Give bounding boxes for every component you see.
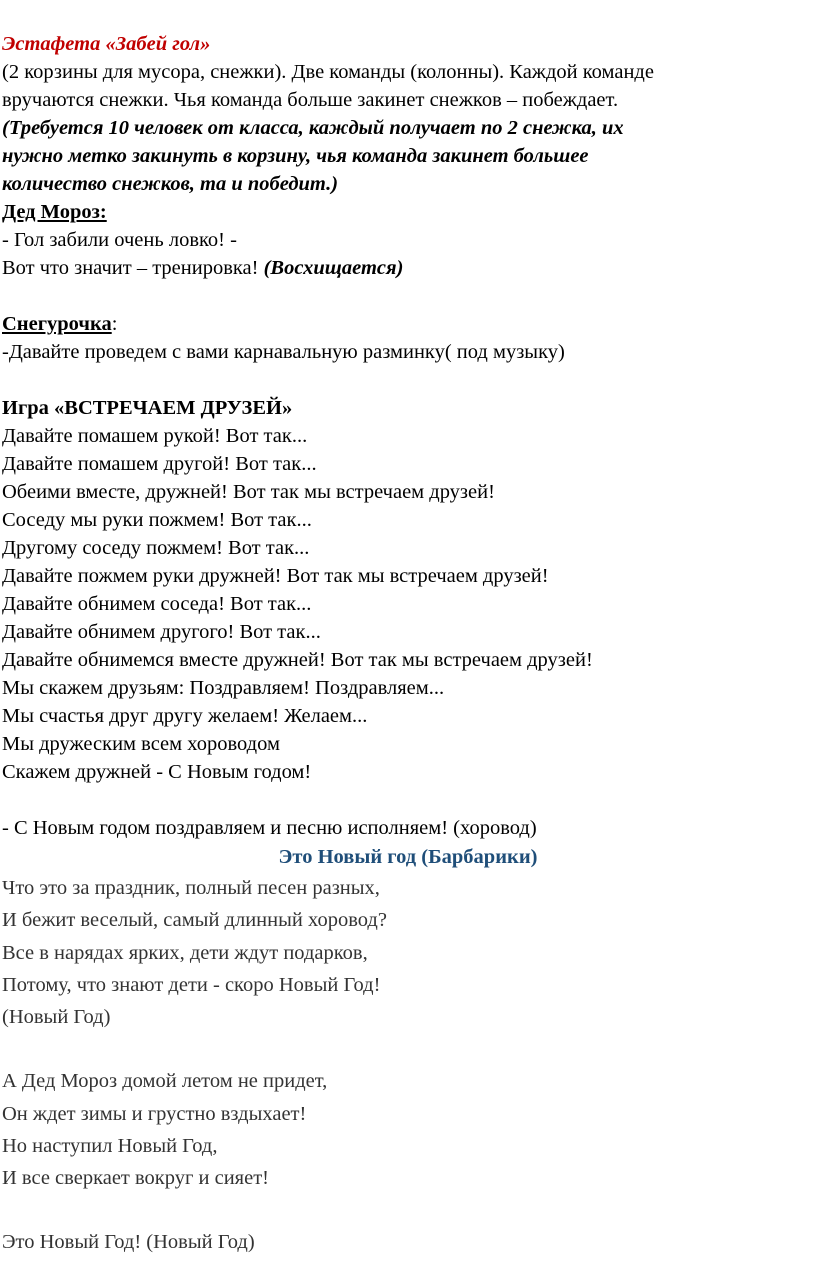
song-line: Потому, что знают дети - скоро Новый Год! [2,974,381,996]
relay-title: Эстафета «Забей гол» [2,33,211,55]
ded-moroz-line-text: Вот что значит – тренировка! [2,257,264,279]
relay-note-line: нужно метко закинуть в корзину, чья команда закинет большее [2,145,589,167]
greeting-line: - С Новым годом поздравляем и песню исполняем! (хоровод) [2,817,537,839]
song-line: Все в нарядах ярких, дети ждут подарков, [2,942,368,964]
game-line: Давайте обнимем другого! Вот так... [2,621,321,643]
song-chorus-line: Это Новый Год! (Новый Год) [2,1231,255,1253]
song-line: И все сверкает вокруг и сияет! [2,1167,269,1189]
game-line: Соседу мы руки пожмем! Вот так... [2,509,312,531]
speaker-ded-moroz: Дед Мороз: [2,201,107,223]
speaker-snegurochka: Снегурочка [2,313,112,335]
game-line: Давайте помашем другой! Вот так... [2,453,317,475]
game-line: Давайте пожмем руки дружней! Вот так мы встречаем друзей! [2,565,549,587]
song-title: Это Новый год (Барбарики) [278,846,538,868]
game-line: Давайте помашем рукой! Вот так... [2,425,308,447]
game-line: Скажем дружней - С Новым годом! [2,761,312,783]
stage-remark: (Восхищается) [263,257,404,279]
game-line: Давайте обнимем соседа! Вот так... [2,593,312,615]
relay-description-line: (2 корзины для мусора, снежки). Две команды (колонны). Каждой команде [2,61,654,83]
game-line: Мы счастья друг другу желаем! Желаем... [2,705,368,727]
game-line: Другому соседу пожмем! Вот так... [2,537,310,559]
song-line: А Дед Мороз домой летом не придет, [2,1070,328,1092]
song-line: Что это за праздник, полный песен разных, [2,877,380,899]
game-line: Мы дружеским всем хороводом [2,733,280,755]
game-title: Игра «ВСТРЕЧАЕМ ДРУЗЕЙ» [2,397,293,419]
game-line: Мы скажем друзьям: Поздравляем! Поздравляем... [2,677,445,699]
relay-note-line: количество снежков, та и победит.) [2,173,339,195]
game-line: Обеими вместе, дружней! Вот так мы встречаем друзей! [2,481,495,503]
game-line: Давайте обнимемся вместе дружней! Вот так мы встречаем друзей! [2,649,593,671]
ded-moroz-line [2,254,403,282]
song-line: И бежит веселый, самый длинный хоровод? [2,909,387,931]
song-line: (Новый Год) [2,1006,111,1028]
relay-note-line: (Требуется 10 человек от класса, каждый получает по 2 снежка, их [2,117,624,139]
speaker-colon: : [111,313,118,335]
ded-moroz-line: - Гол забили очень ловко! - [2,229,237,251]
relay-description-line: вручаются снежки. Чья команда больше закинет снежков – побеждает. [2,89,619,111]
snegurochka-line: -Давайте проведем с вами карнавальную разминку( под музыку) [2,341,565,363]
song-line: Но наступил Новый Год, [2,1135,218,1157]
speaker-snegurochka-row [2,310,117,338]
song-line: Он ждет зимы и грустно вздыхает! [2,1103,307,1125]
